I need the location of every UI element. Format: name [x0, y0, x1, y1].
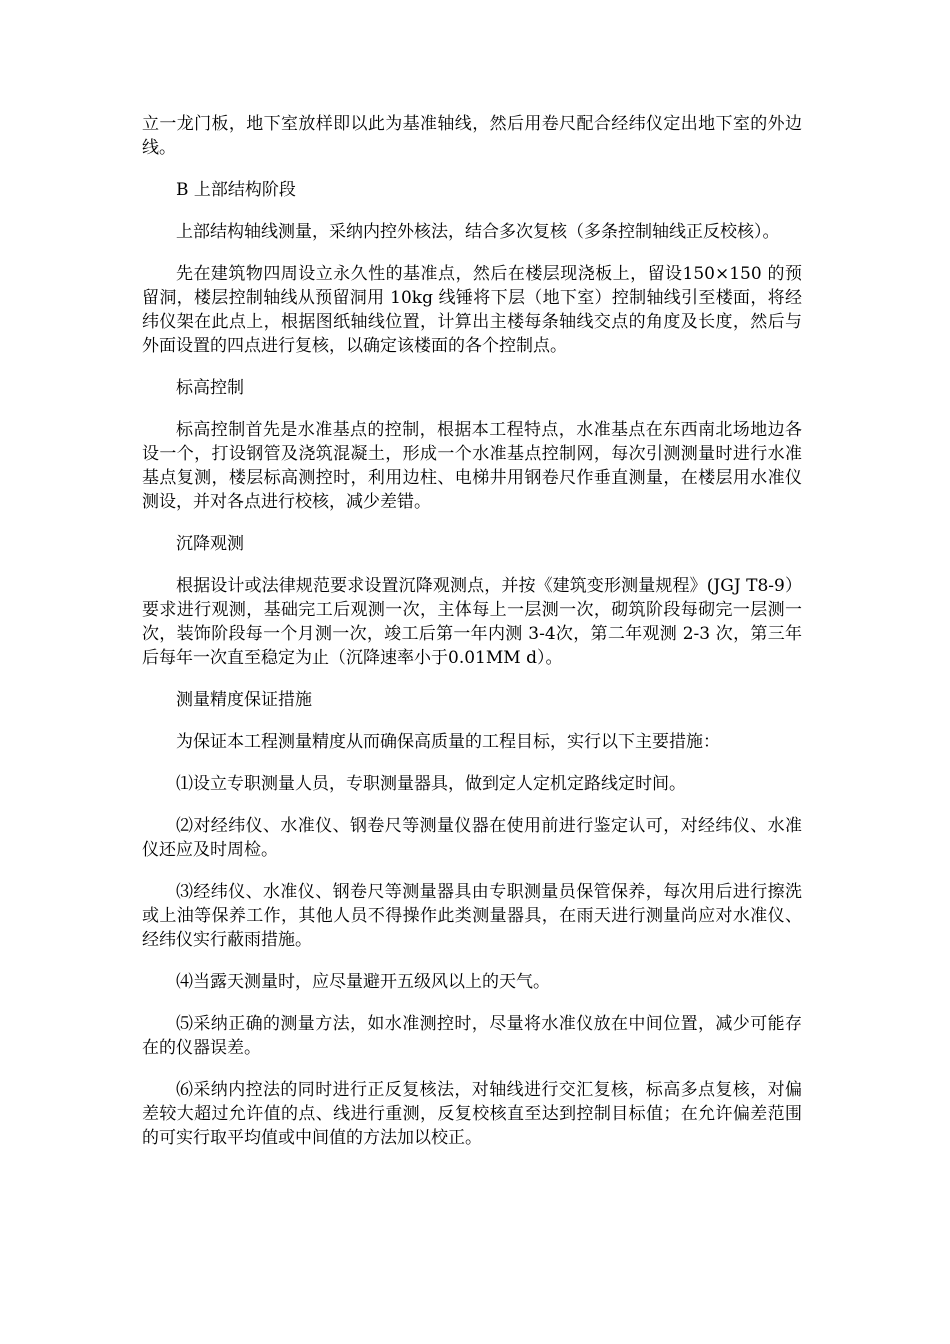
list-item: ⑴设立专职测量人员，专职测量器具，做到定人定机定路线定时间。	[176, 774, 686, 794]
section-heading-elevation-control: 标高控制	[176, 378, 244, 398]
list-item: ⑸采纳正确的测量方法，如水准测控时，尽量将水准仪放在中间位置，减少可能存在的仪器误差。	[142, 1014, 802, 1058]
paragraph: 标高控制首先是水准基点的控制，根据本工程特点，水准基点在东西南北场地边各设一个，打设钢管及浇筑混凝土，形成一个水准基点控制网，每次引测测量时进行水准基点复测，楼层标高测控时，利用边柱、电梯井用钢卷尺作垂直测量，在楼层用水准仪测设，并对各点进行校核，减少差错。	[142, 420, 802, 512]
list-item: ⑷当露天测量时，应尽量避开五级风以上的天气。	[176, 972, 550, 992]
paragraph: 先在建筑物四周设立永久性的基准点，然后在楼层现浇板上，留设150×150 的预留洞，楼层控制轴线从预留洞用 10kg 线锤将下层（地下室）控制轴线引至楼面，将经纬仪架在此点上，根据图纸轴线位置，计算出主楼每条轴线交点的角度及长度，然后与外面设置的四点进行复核，以确定该楼面的各个控制点。	[142, 264, 802, 356]
paragraph: 上部结构轴线测量，采纳内控外核法，结合多次复核（多条控制轴线正反校核）。	[176, 222, 780, 242]
paragraph-continuation: 立一龙门板，地下室放样即以此为基准轴线，然后用卷尺配合经纬仪定出地下室的外边线。	[142, 114, 802, 158]
document-page	[142, 112, 802, 1168]
list-item: ⑵对经纬仪、水准仪、钢卷尺等测量仪器在使用前进行鉴定认可，对经纬仪、水准仪还应及时周检。	[142, 816, 802, 860]
section-heading-upper-structure: B 上部结构阶段	[176, 180, 296, 200]
paragraph: 为保证本工程测量精度从而确保高质量的工程目标，实行以下主要措施：	[176, 732, 720, 752]
paragraph: 根据设计或法律规范要求设置沉降观测点，并按《建筑变形测量规程》(JGJ T8-9）要求进行观测，基础完工后观测一次，主体每上一层测一次，砌筑阶段每砌完一层测一次，装饰阶段每一个月测一次，竣工后第一年内测 3-4次，第二年观测 2-3 次，第三年后每年一次直至稳定为止（沉降速率小于0.01MM d）。	[142, 576, 802, 668]
list-item: ⑶经纬仪、水准仪、钢卷尺等测量器具由专职测量员保管保养，每次用后进行擦洗或上油等保养工作，其他人员不得操作此类测量器具，在雨天进行测量尚应对水准仪、经纬仪实行蔽雨措施。	[142, 882, 802, 950]
section-heading-settlement-observation: 沉降观测	[176, 534, 244, 554]
section-heading-accuracy-measures: 测量精度保证措施	[176, 690, 312, 710]
list-item: ⑹采纳内控法的同时进行正反复核法，对轴线进行交汇复核，标高多点复核，对偏差较大超过允许值的点、线进行重测，反复校核直至达到控制目标值；在允许偏差范围的可实行取平均值或中间值的方法加以校正。	[142, 1080, 802, 1148]
